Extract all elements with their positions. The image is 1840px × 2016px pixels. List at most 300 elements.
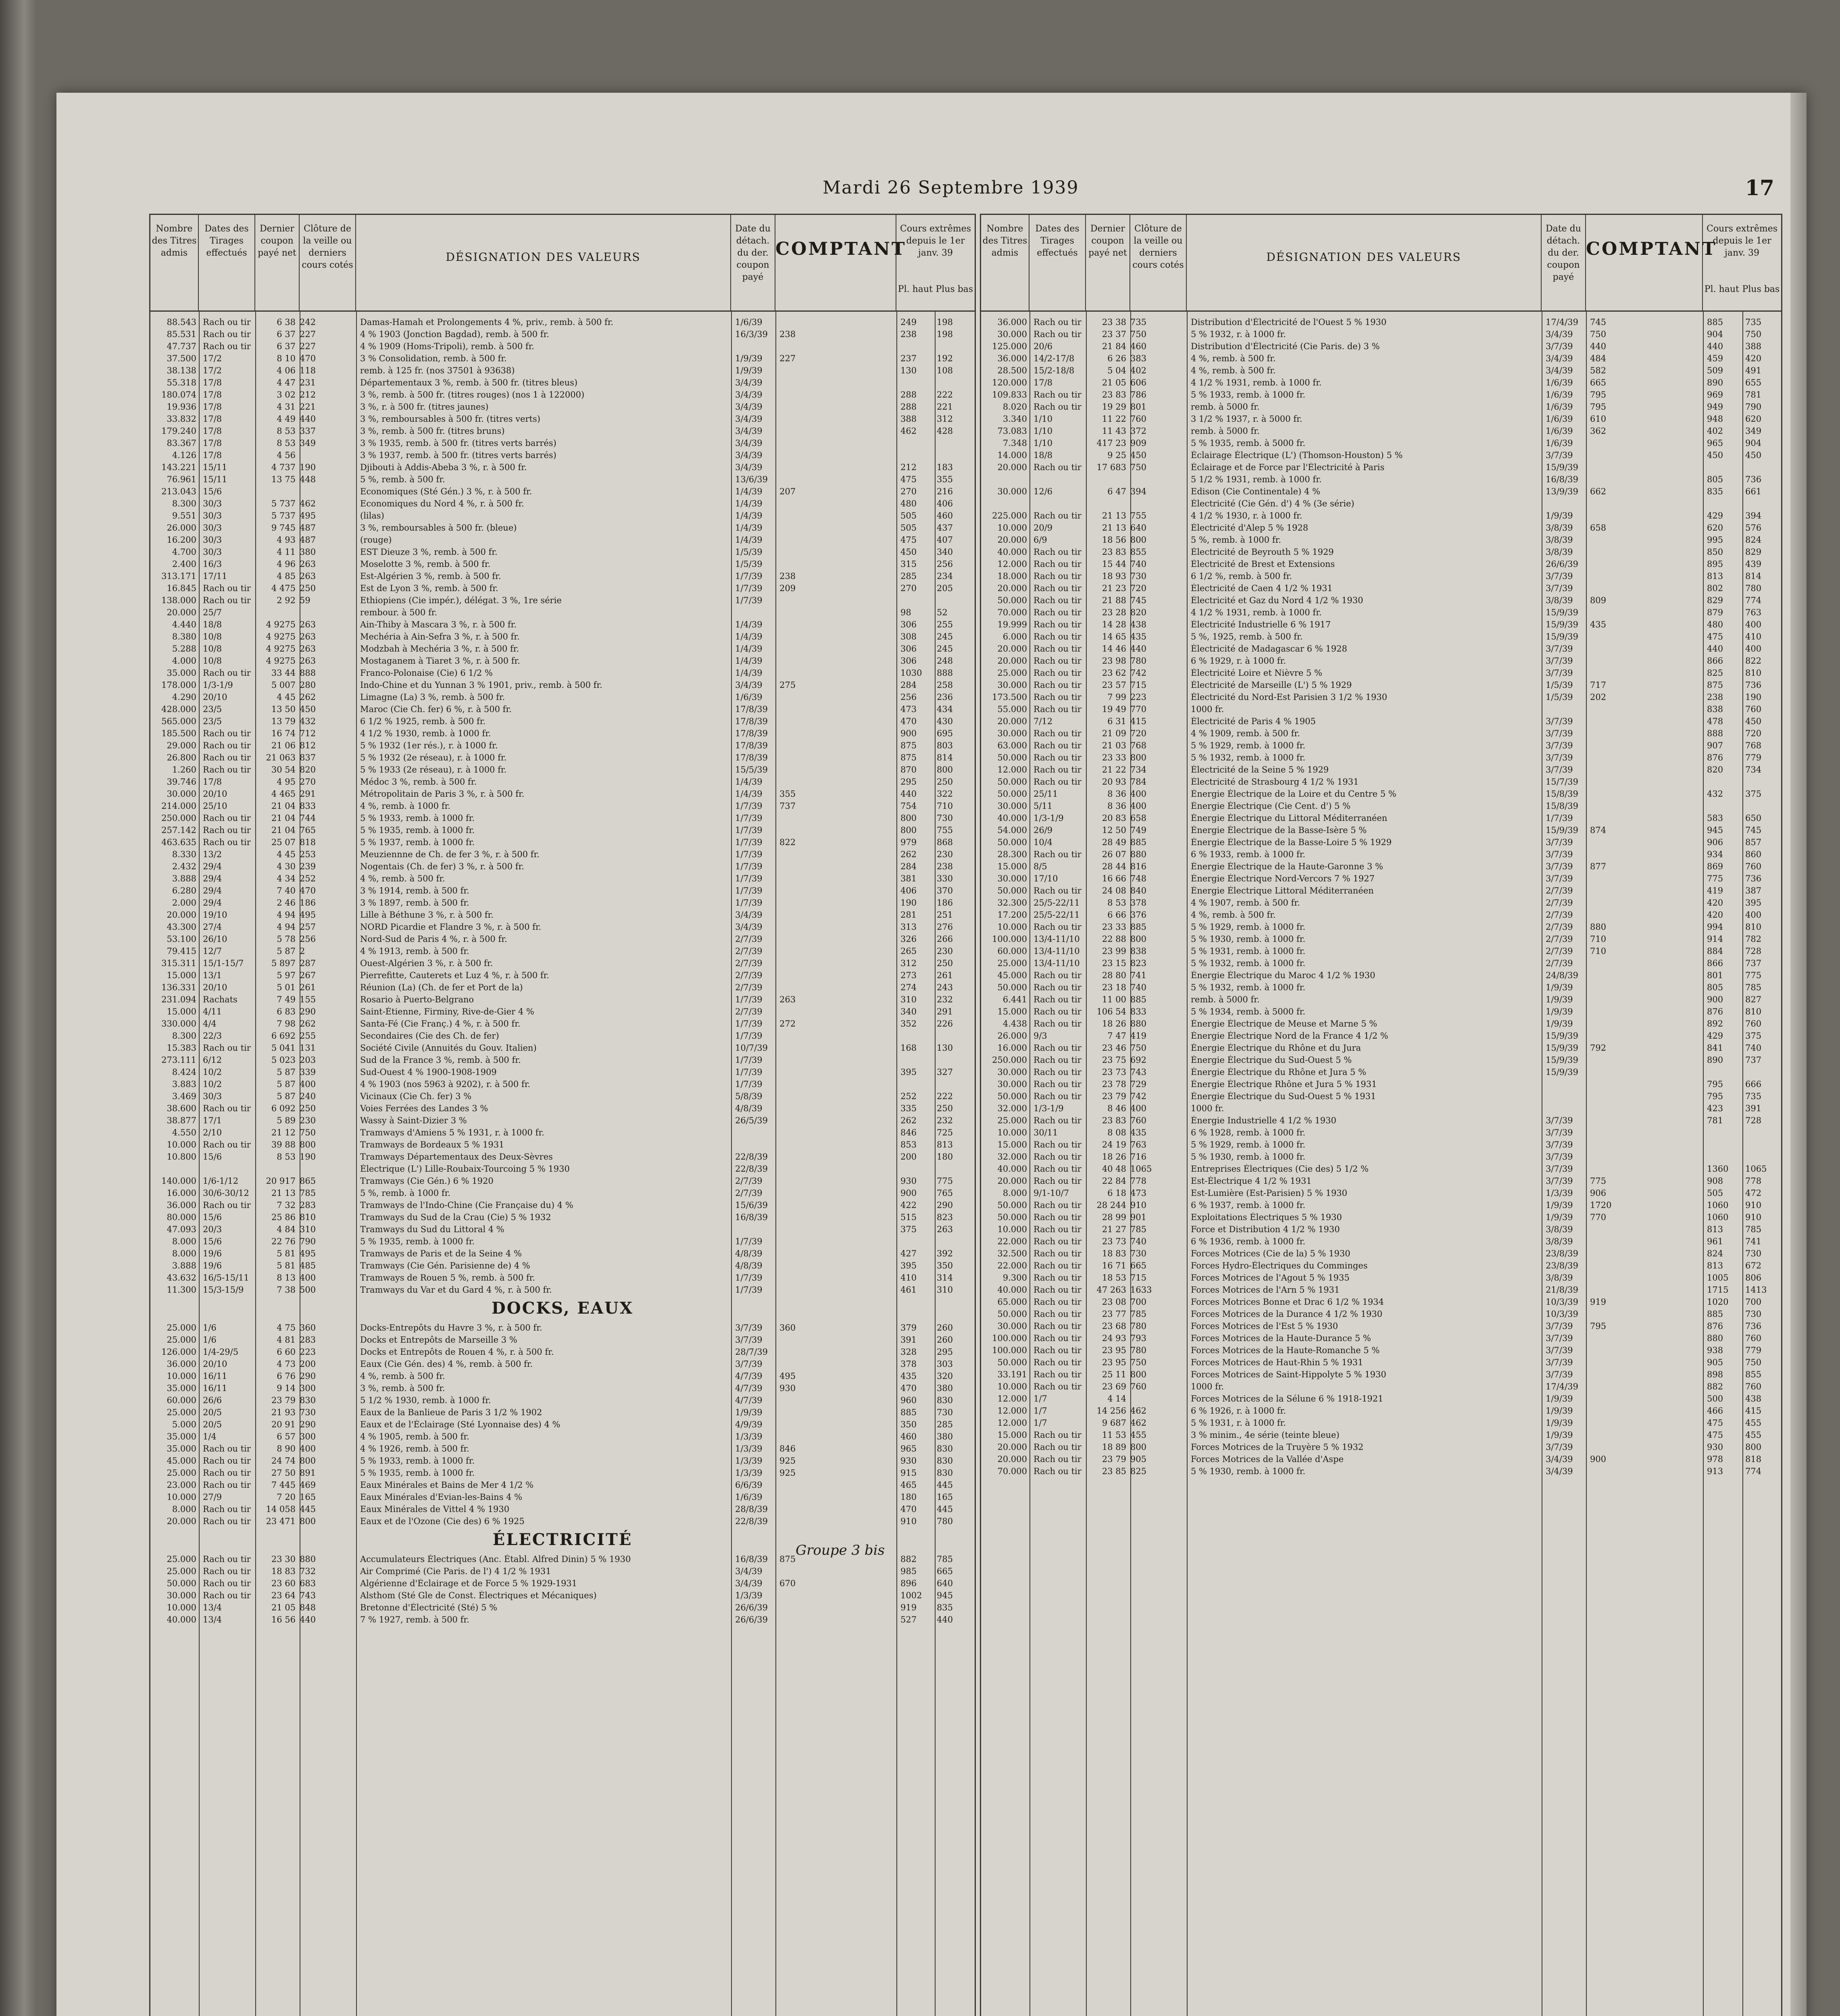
haut-cell: 450 xyxy=(900,547,917,557)
titres-cell: 40.000 xyxy=(167,1615,196,1624)
table-row xyxy=(981,1283,1781,1295)
designation-cell: 5 % 1932, remb. à 1000 fr. xyxy=(1191,958,1306,968)
tirages-cell: Rach ou tir xyxy=(1034,1261,1081,1270)
detach-cell: 1/9/39 xyxy=(1546,1406,1573,1416)
detach-cell: 1/5/39 xyxy=(1546,692,1573,702)
titres-cell: 38.138 xyxy=(167,366,196,375)
bas-cell: 765 xyxy=(937,1188,953,1198)
titres-cell: 32.000 xyxy=(997,1104,1027,1113)
bas-cell: 910 xyxy=(1745,1200,1762,1210)
haut-cell: 238 xyxy=(1707,692,1723,702)
table-row xyxy=(150,715,975,727)
tirages-cell: 13/4-11/10 xyxy=(1034,958,1080,968)
detach-cell: 17/8/39 xyxy=(735,753,768,762)
tirages-cell: 4/4 xyxy=(203,1019,217,1029)
designation-cell: Maroc (Cie Ch. fer) 6 %, r. à 500 fr. xyxy=(360,704,512,714)
haut-cell: 462 xyxy=(900,426,917,436)
titres-cell: 12.000 xyxy=(997,1418,1027,1428)
coupon-cell: 4 85 xyxy=(277,571,296,581)
tirages-cell: 25/11 xyxy=(1034,789,1058,799)
bas-cell: 391 xyxy=(1745,1104,1762,1113)
designation-cell: 5 % 1930, remb. à 1000 fr. xyxy=(1191,1152,1306,1162)
table-row xyxy=(981,860,1781,872)
designation-cell: Edison (Cie Continentale) 4 % xyxy=(1191,487,1321,496)
detach-cell: 1/4/39 xyxy=(735,644,763,654)
tirages-cell: Rach ou tir xyxy=(203,1579,251,1588)
table-row xyxy=(150,328,975,340)
table-row xyxy=(981,546,1781,558)
comptant-cell: 435 xyxy=(1590,620,1607,629)
titres-cell: 30.000 xyxy=(167,789,196,799)
detach-cell: 1/9/39 xyxy=(735,366,763,375)
detach-cell: 15/9/39 xyxy=(1546,620,1578,629)
bas-cell: 434 xyxy=(937,704,953,714)
tirages-cell: Rach ou tir xyxy=(1034,1370,1081,1379)
titres-cell: 15.000 xyxy=(997,1430,1027,1440)
detach-cell: 3/7/39 xyxy=(1546,862,1573,871)
coupon-cell: 13 79 xyxy=(271,716,296,726)
titres-cell: 8.000 xyxy=(1002,1188,1027,1198)
table-row xyxy=(150,364,975,376)
coupon-cell: 4 47 xyxy=(277,378,296,387)
haut-cell: 805 xyxy=(1707,475,1723,484)
titres-cell: 25.000 xyxy=(167,1408,196,1417)
bas-cell: 445 xyxy=(937,1480,953,1490)
detach-cell: 1/7/39 xyxy=(735,862,763,871)
titres-cell: 50.000 xyxy=(997,1309,1027,1319)
bas-cell: 256 xyxy=(937,559,953,569)
titres-cell: 19.999 xyxy=(997,620,1027,629)
detach-cell: 1/7/39 xyxy=(735,596,763,605)
table-row xyxy=(150,461,975,473)
table-row xyxy=(150,957,975,969)
haut-cell: 885 xyxy=(900,1408,917,1417)
bas-cell: 380 xyxy=(937,1383,953,1393)
cloture-cell: 750 xyxy=(1130,1043,1147,1053)
tirages-cell: 29/4 xyxy=(203,886,222,896)
cloture-cell: 800 xyxy=(300,1456,316,1466)
table-row xyxy=(981,1005,1781,1017)
titres-cell: 50.000 xyxy=(997,777,1027,787)
designation-cell: Limagne (La) 3 %, remb. à 500 fr. xyxy=(360,692,505,702)
titres-cell: 53.100 xyxy=(167,934,196,944)
cloture-cell: 252 xyxy=(300,874,316,883)
bas-cell: 440 xyxy=(937,1615,953,1624)
comptant-cell: 737 xyxy=(779,801,796,811)
tirages-cell: 17/2 xyxy=(203,366,222,375)
table-row xyxy=(981,1199,1781,1211)
coupon-cell: 9 745 xyxy=(271,523,296,533)
bas-cell: 857 xyxy=(1745,837,1762,847)
designation-cell: Saint-Étienne, Firminy, Rive-de-Gier 4 % xyxy=(360,1007,534,1016)
tirages-cell: Rach ou tir xyxy=(1034,329,1081,339)
cloture-cell: 750 xyxy=(1130,1358,1147,1367)
designation-cell: Vicinaux (Cie Ch. fer) 3 % xyxy=(360,1091,472,1101)
coupon-cell: 4 81 xyxy=(277,1335,296,1345)
designation-cell: Distribution d'Électricité de l'Ouest 5 % 1930 xyxy=(1191,317,1387,327)
cloture-cell: 1065 xyxy=(1130,1164,1152,1174)
titres-cell: 3.469 xyxy=(172,1091,196,1101)
titres-cell: 4.438 xyxy=(1002,1019,1027,1029)
haut-cell: 427 xyxy=(900,1249,917,1258)
titres-cell: 88.543 xyxy=(167,317,196,327)
cloture-cell: 262 xyxy=(300,1019,316,1029)
coupon-cell: 6 18 xyxy=(1107,1188,1126,1198)
tirages-cell: 1/6 xyxy=(203,1323,217,1333)
cloture-cell: 415 xyxy=(1130,716,1147,726)
coupon-cell: 417 23 xyxy=(1096,438,1126,448)
col-extremes-label: Cours extrêmes depuis le 1er janv. 39 xyxy=(1706,224,1778,258)
titres-cell: 313.171 xyxy=(161,571,196,581)
titres-cell: 30.000 xyxy=(997,487,1027,496)
table-row xyxy=(150,570,975,582)
table-row xyxy=(981,570,1781,582)
tirages-cell: Rach ou tir xyxy=(1034,1007,1081,1016)
tirages-cell: 6/9 xyxy=(1034,535,1047,545)
coupon-cell: 18 26 xyxy=(1102,1019,1126,1029)
haut-cell: 249 xyxy=(900,317,917,327)
titres-cell: 25.000 xyxy=(997,958,1027,968)
titres-cell: 15.383 xyxy=(167,1043,196,1053)
comptant-cell: 658 xyxy=(1590,523,1607,533)
coupon-cell: 21 27 xyxy=(1102,1225,1126,1234)
designation-cell: Énergie Électrique du Sud-Ouest 5 % xyxy=(1191,1055,1352,1065)
titres-cell: 20.000 xyxy=(997,1454,1027,1464)
detach-cell: 15/7/39 xyxy=(1546,777,1578,787)
bas-cell: 232 xyxy=(937,1116,953,1125)
tirages-cell: Rach ou tir xyxy=(1034,850,1081,859)
designation-cell: Électricité Loire et Nièvre 5 % xyxy=(1191,668,1322,678)
table-row xyxy=(981,388,1781,400)
cloture-cell: 665 xyxy=(1130,1261,1147,1270)
tirages-cell: 26/9 xyxy=(1034,825,1053,835)
table-row xyxy=(150,787,975,800)
bas-cell: 650 xyxy=(1745,813,1762,823)
titres-cell: 428.000 xyxy=(161,704,196,714)
coupon-cell: 23 77 xyxy=(1102,1309,1126,1319)
bas-cell: 250 xyxy=(937,1104,953,1113)
detach-cell: 1/5/39 xyxy=(735,547,763,557)
detach-cell: 3/7/39 xyxy=(1546,1370,1573,1379)
titres-cell: 36.000 xyxy=(167,1359,196,1369)
titres-cell: 40.000 xyxy=(997,547,1027,557)
left-rows xyxy=(150,316,975,1625)
designation-cell: remb. à 5000 fr. xyxy=(1191,402,1260,412)
bas-cell: 190 xyxy=(1745,692,1762,702)
coupon-cell: 28 44 xyxy=(1102,862,1126,871)
tirages-cell: 20/5 xyxy=(203,1420,222,1429)
cloture-cell: 495 xyxy=(300,1249,316,1258)
coupon-cell: 11 53 xyxy=(1102,1430,1126,1440)
coupon-cell: 5 89 xyxy=(277,1116,296,1125)
haut-cell: 888 xyxy=(1707,729,1723,738)
col-designation: DÉSIGNATION DES VALEURS xyxy=(1187,215,1542,312)
tirages-cell: Rach ou tir xyxy=(203,1043,251,1053)
tirages-cell: Rach ou tir xyxy=(203,1516,251,1526)
titres-cell: 37.500 xyxy=(167,354,196,363)
titres-cell: 79.415 xyxy=(167,946,196,956)
cloture-cell: 450 xyxy=(300,704,316,714)
detach-cell: 1/4/39 xyxy=(735,632,763,641)
coupon-cell: 8 36 xyxy=(1107,789,1126,799)
designation-cell: Djibouti à Addis-Abeba 3 %, r. à 500 fr. xyxy=(360,462,527,472)
haut-cell: 904 xyxy=(1707,329,1723,339)
designation-cell: 5 % 1934, remb. à 5000 fr. xyxy=(1191,1007,1306,1016)
bas-cell: 768 xyxy=(1745,741,1762,750)
titres-cell: 73.083 xyxy=(997,426,1027,436)
coupon-cell: 14 28 xyxy=(1102,620,1126,629)
cloture-cell: 460 xyxy=(1130,342,1147,351)
bas-cell: 375 xyxy=(1745,789,1762,799)
bas-cell: 785 xyxy=(937,1554,953,1564)
detach-cell: 3/7/39 xyxy=(1546,729,1573,738)
detach-cell: 3/7/39 xyxy=(1546,1152,1573,1162)
titres-cell: 20.000 xyxy=(997,644,1027,654)
detach-cell: 1/7/39 xyxy=(735,1067,763,1077)
table-row xyxy=(150,618,975,630)
titres-cell: 45.000 xyxy=(997,971,1027,980)
haut-cell: 985 xyxy=(900,1566,917,1576)
coupon-cell: 23 46 xyxy=(1102,1043,1126,1053)
coupon-cell: 21 03 xyxy=(1102,741,1126,750)
designation-cell: 4 % 1905, remb. à 500 fr. xyxy=(360,1432,469,1441)
haut-cell: 429 xyxy=(1707,1031,1723,1041)
comptant-cell: 275 xyxy=(779,680,796,690)
comptant-cell: 906 xyxy=(1590,1188,1607,1198)
titres-cell: 20.000 xyxy=(997,1442,1027,1452)
table-row xyxy=(150,1503,975,1515)
col-detach: Date du détach. du der. coupon payé xyxy=(731,215,775,312)
haut-cell: 1060 xyxy=(1707,1212,1729,1222)
col-comptant: COMPTANT xyxy=(775,215,896,312)
coupon-cell: 5 97 xyxy=(277,971,296,980)
tirages-cell: 29/4 xyxy=(203,862,222,871)
tirages-cell: Rach ou tir xyxy=(203,583,251,593)
coupon-cell: 23 98 xyxy=(1102,656,1126,666)
haut-cell: 475 xyxy=(900,535,917,545)
coupon-cell: 18 26 xyxy=(1102,1152,1126,1162)
table-row xyxy=(150,376,975,388)
table-row xyxy=(150,1382,975,1394)
bas-cell: 730 xyxy=(937,813,953,823)
col-extremes xyxy=(1703,215,1781,312)
table-row xyxy=(150,558,975,570)
cloture-cell: 910 xyxy=(1130,1200,1147,1210)
coupon-cell: 23 83 xyxy=(1102,390,1126,400)
detach-cell: 16/3/39 xyxy=(735,329,768,339)
titres-cell: 20.000 xyxy=(997,583,1027,593)
cloture-cell: 256 xyxy=(300,934,316,944)
detach-cell: 3/4/39 xyxy=(735,402,763,412)
newspaper-page xyxy=(56,93,1807,2016)
haut-cell: 306 xyxy=(900,644,917,654)
haut-cell: 212 xyxy=(900,462,917,472)
designation-cell: Électricité de la Seine 5 % 1929 xyxy=(1191,765,1329,775)
designation-cell: Énergie Électrique de la Basse-Isère 5 % xyxy=(1191,825,1367,835)
bas-cell: 666 xyxy=(1745,1079,1762,1089)
detach-cell: 3/7/39 xyxy=(1546,874,1573,883)
coupon-cell: 23 85 xyxy=(1102,1466,1126,1476)
coupon-cell: 6 38 xyxy=(277,317,296,327)
cloture-cell: 750 xyxy=(300,1128,316,1137)
detach-cell: 1/7/39 xyxy=(735,1285,763,1295)
haut-cell: 313 xyxy=(900,922,917,932)
comptant-cell: 795 xyxy=(1590,390,1607,400)
haut-cell: 265 xyxy=(900,946,917,956)
haut-cell: 475 xyxy=(1707,632,1723,641)
haut-cell: 505 xyxy=(900,523,917,533)
detach-cell: 3/7/39 xyxy=(1546,1176,1573,1186)
designation-cell: Exploitations Électriques 5 % 1930 xyxy=(1191,1212,1342,1222)
bas-cell: 394 xyxy=(1745,511,1762,521)
designation-cell: Énergie Industrielle 4 1/2 % 1930 xyxy=(1191,1116,1336,1125)
tirages-cell: 9/3 xyxy=(1034,1031,1047,1041)
bas-cell: 375 xyxy=(1745,1031,1762,1041)
detach-cell: 1/7/39 xyxy=(735,898,763,908)
tirages-cell: 9/1-10/7 xyxy=(1034,1188,1069,1198)
cloture-cell: 394 xyxy=(1130,487,1147,496)
comptant-cell: 202 xyxy=(1590,692,1607,702)
tirages-cell: Rach ou tir xyxy=(1034,1043,1081,1053)
titres-cell: 138.000 xyxy=(161,596,196,605)
titres-cell: 100.000 xyxy=(992,934,1027,944)
bas-cell: 130 xyxy=(937,1043,953,1053)
table-row xyxy=(150,1126,975,1138)
bas-cell: 437 xyxy=(937,523,953,533)
designation-cell: Ethiopiens (Cie impér.), délégat. 3 %, 1re série xyxy=(360,596,562,605)
table-row xyxy=(150,1247,975,1259)
detach-cell: 1/7/39 xyxy=(735,1055,763,1065)
table-row xyxy=(150,1358,975,1370)
table-row xyxy=(150,1041,975,1054)
comptant-cell: 1720 xyxy=(1590,1200,1612,1210)
designation-cell: Énergie Électrique du Littoral Méditerranéen xyxy=(1191,813,1388,823)
coupon-cell: 24 93 xyxy=(1102,1333,1126,1343)
coupon-cell: 22 88 xyxy=(1102,934,1126,944)
designation-cell: 4 1/2 % 1930, remb. à 1000 fr. xyxy=(360,729,491,738)
table-row xyxy=(981,1138,1781,1150)
cloture-cell: 885 xyxy=(1130,922,1147,932)
bas-cell: 778 xyxy=(1745,1176,1762,1186)
titres-cell: 20.000 xyxy=(997,656,1027,666)
tirages-cell: Rach ou tir xyxy=(1034,1116,1081,1125)
designation-cell: Ouest-Algérien 3 %, r. à 500 fr. xyxy=(360,958,493,968)
cloture-cell: 212 xyxy=(300,390,316,400)
tirages-cell: 25/10 xyxy=(203,801,227,811)
coupon-cell: 23 60 xyxy=(271,1579,296,1588)
coupon-cell: 21 22 xyxy=(1102,765,1126,775)
table-row xyxy=(981,630,1781,642)
haut-cell: 882 xyxy=(900,1554,917,1564)
bas-cell: 221 xyxy=(937,402,953,412)
coupon-cell: 6 692 xyxy=(271,1031,296,1041)
tirages-cell: Rach ou tir xyxy=(1034,1285,1081,1295)
bas-cell: 290 xyxy=(937,1200,953,1210)
bas-cell: 824 xyxy=(1745,535,1762,545)
haut-cell: 875 xyxy=(1707,680,1723,690)
haut-cell: 256 xyxy=(900,692,917,702)
detach-cell: 3/4/39 xyxy=(1546,329,1573,339)
comptant-cell: 238 xyxy=(779,329,796,339)
haut-cell: 440 xyxy=(1707,644,1723,654)
cloture-cell: 223 xyxy=(1130,692,1147,702)
tirages-cell: 19/10 xyxy=(203,910,227,920)
table-row xyxy=(150,1466,975,1479)
tirages-cell: Rach ou tir xyxy=(1034,571,1081,581)
coupon-cell: 8 13 xyxy=(277,1273,296,1283)
detach-cell: 1/6/39 xyxy=(1546,378,1573,387)
haut-cell: 905 xyxy=(1707,1358,1723,1367)
tirages-cell: Rach ou tir xyxy=(1034,753,1081,762)
designation-cell: 4 % 1907, remb. à 500 fr. xyxy=(1191,898,1300,908)
designation-cell: Électricité et Gaz du Nord 4 1/2 % 1930 xyxy=(1191,596,1363,605)
bas-cell: 1413 xyxy=(1745,1285,1767,1295)
haut-cell: 915 xyxy=(900,1468,917,1478)
coupon-cell: 3 02 xyxy=(277,390,296,400)
detach-cell: 28/7/39 xyxy=(735,1347,768,1357)
coupon-cell: 39 88 xyxy=(271,1140,296,1150)
detach-cell: 4/8/39 xyxy=(735,1249,763,1258)
detach-cell: 3/7/39 xyxy=(1546,342,1573,351)
comptant-cell: 795 xyxy=(1590,402,1607,412)
tirages-cell: 13/4-11/10 xyxy=(1034,934,1080,944)
bas-cell: 737 xyxy=(1745,958,1762,968)
right-column-header xyxy=(981,215,1781,312)
cloture-cell: 755 xyxy=(1130,511,1147,521)
table-row xyxy=(150,594,975,606)
designation-cell: 3 % 1914, remb. à 500 fr. xyxy=(360,886,469,896)
comptant-cell: 875 xyxy=(779,1554,796,1564)
table-row xyxy=(150,1515,975,1527)
coupon-cell: 4 73 xyxy=(277,1359,296,1369)
coupon-cell: 24 08 xyxy=(1102,886,1126,896)
designation-cell: 4 %, remb. à 500 fr. xyxy=(1191,354,1276,363)
detach-cell: 1/9/39 xyxy=(1546,1430,1573,1440)
tirages-cell: Rach ou tir xyxy=(1034,656,1081,666)
titres-cell: 6.000 xyxy=(1002,632,1027,641)
coupon-cell: 4 06 xyxy=(277,366,296,375)
bas-cell: 750 xyxy=(1745,1358,1762,1367)
cloture-cell: 337 xyxy=(300,426,316,436)
table-row xyxy=(981,751,1781,763)
tirages-cell: 20/10 xyxy=(203,789,227,799)
titres-cell: 50.000 xyxy=(997,789,1027,799)
designation-cell: 3 %, remboursables à 500 fr. (titres verts) xyxy=(360,414,540,424)
detach-cell: 3/8/39 xyxy=(1546,1237,1573,1246)
comptant-cell: 610 xyxy=(1590,414,1607,424)
titres-cell: 10.000 xyxy=(997,523,1027,533)
coupon-cell: 4 9275 xyxy=(266,620,296,629)
table-row xyxy=(981,485,1781,497)
detach-cell: 2/7/39 xyxy=(735,1176,763,1186)
comptant-cell: 362 xyxy=(1590,426,1607,436)
detach-cell: 1/7/39 xyxy=(735,886,763,896)
tirages-cell: 22/3 xyxy=(203,1031,222,1041)
bas-cell: 236 xyxy=(937,692,953,702)
designation-cell: Entreprises Électriques (Cie des) 5 1/2 % xyxy=(1191,1164,1369,1174)
detach-cell: 2/7/39 xyxy=(1546,958,1573,968)
titres-cell: 12.000 xyxy=(997,1406,1027,1416)
bas-cell: 192 xyxy=(937,354,953,363)
detach-cell: 2/7/39 xyxy=(735,934,763,944)
table-row xyxy=(150,642,975,654)
haut-cell: 979 xyxy=(900,837,917,847)
haut-cell: 190 xyxy=(900,898,917,908)
table-row xyxy=(150,1442,975,1454)
cloture-cell: 768 xyxy=(1130,741,1147,750)
titres-cell: 25.000 xyxy=(167,1566,196,1576)
table-row xyxy=(981,328,1781,340)
